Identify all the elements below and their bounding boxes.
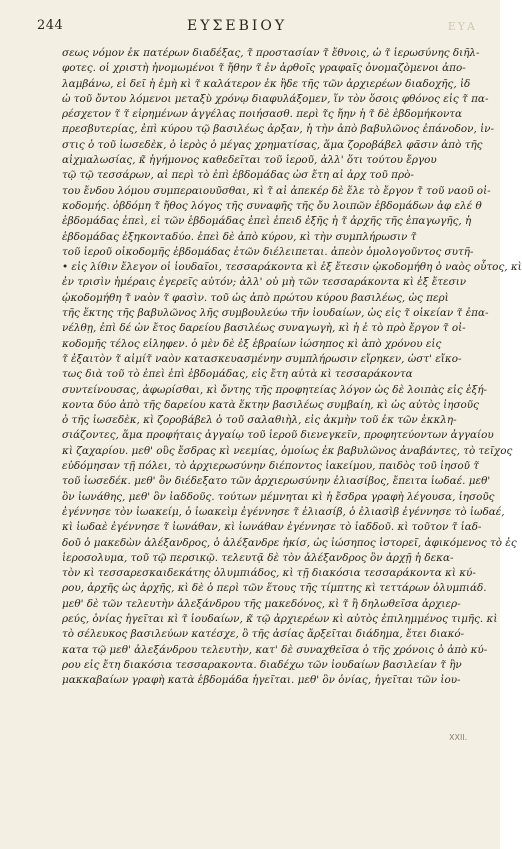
text-line: τοῦ ἰωσεδέκ. μεθ' ὃν διέδεξατο τῶν ἀρχιερωσύνην ἐλιασίβος, ἔπειτα ἰωδαέ. μεθ' <box>62 475 491 488</box>
text-line: • εἰς λίθιν ἔλεγον οἱ ἰουδαῖοι, τεσσαράκοντα κὶ ἐξ ἔτεσιν ᾠκοδομήθη ὁ ναὸς οὗτος, κὶ <box>62 261 522 274</box>
text-line: εὐδόμησαν τῇ πόλει, τὸ ἀρχιερωσύνην διέποντος ἰακείμου, παιδὸς τοῦ ἰησοῦ τ̃ <box>62 460 479 473</box>
text-line: σεως νόμον ἐκ πατέρων διαδέξας, τ̃ προστασίαν τ̃ ἔθνοις, ὡ τ̃ ἱερωσύνης διῆλ- <box>62 47 480 59</box>
text-line: συντείνουσας, ἀφωρίσθαι, κὶ ὄντης τῆς προφητείας λόγον ὡς δὲ λοιπὰς εἰς ἑξή- <box>62 383 488 396</box>
body-text <box>62 46 522 688</box>
text-line: του ἔνδου λόμου συμπεραιουῦσθαι, κὶ τ̃ αἱ ἀπεκέρ δὲ ἕλε τὸ ἔργον τ̃ τοῦ ναοῦ οἰ- <box>62 184 491 197</box>
text-line: στις ὁ τοῦ ἰωσεδὲκ, ὁ ἱερὸς ὁ μέγας χρηματίσας, ἅμα ζοροβάβελ φᾶσιν ἀπὸ τῆς <box>62 138 483 151</box>
text-line: ἱεροσολυμα, τοῦ τῷ περσικῷ. τελευτᾷ δὲ τὸν ἀλέξανδρος ὃν ἀρχῇ ἡ δεκα- <box>62 551 454 564</box>
text-line: σιάζοντες, ἅμα προφήταις ἀγγαίῳ τοῦ ἱεροῦ διενεγκεῖν, προφητεύοντων ἀγγαίου <box>62 429 494 442</box>
text-line: τ̃ ἐξαιτὸν τ̃ αἰμίτ̃ ναὸν κατασκευασμένην συμπλήρωσιν εἴρηκεν, ὡστ' εἴκο- <box>62 352 462 365</box>
text-line: ὁ τῆς ἰωσεδὲκ, κὶ ζοροβάβελ ὁ τοῦ σαλαθιὴλ, εἰς ἀκμὴν τοῦ ἐκ τῶν ἐκκλη- <box>62 414 457 427</box>
text-line: ρέσχετον τ̃ τ̃ εἰρημένων ἀγγέλας ποιήσασθ. περὶ τ̃ς ἤην ἡ τ̃ δὲ ἑβδομήκοντα <box>62 108 463 121</box>
text-line: κοδομής. ὀβδόμη τ̃ ἤθος λόγος τῆς συναφῆς τῆς ὄυ λοιπῶν ἑβδομάδων ἀφ ελέ θ <box>62 199 482 212</box>
text-line: κατα τῷ μεθ' ἀλεξάνδρου τελευτὴν, κατ' δὲ συναχθεῖσα ὁ τῆς χρόνοις ὁ ἀπὸ κύ- <box>62 643 488 656</box>
text-line: ρεύς, ὁνίας ἡγεῖται κὶ τ̃ ἰουδαίων, κ̃ τῷ ἀρχιερέων κὶ αὐτὸς ἐπιλημμένος τιμῆς. κὶ <box>62 612 498 625</box>
text-line: ὡ τοῦ ὄντου λόμενοι μεταξὺ χρόνῳ διαφυλάξομεν, ἵν τὸν ὅσοις φθόνος εἰς τ̃ πα- <box>62 92 489 105</box>
text-line: τῆς ἕκτης τῆς βαβυλῶνος λῆς συμβουλεύω τῆν ἰουδαίων, ὡς εἰς τ̃ οἰκείαν τ̃ ἐπα- <box>62 307 489 320</box>
text-line: τὸ σέλευκος βασιλεύων κατέσχε, ὃ τῆς ἀσίας ἄρξεῖται διάδημα, ἔτει διακό- <box>62 628 465 641</box>
text-line: κοντα δύο ἀπὸ τῆς δαρείου κατὰ ἕκτην βασιλέως συμβαίη, κὶ ὡς αὐτὸς ἰησοῦς <box>62 398 479 411</box>
text-line: κοδομῆς τέλος εἰληφεν. ὁ μὲν δὲ ἐξ ἑβραίων ἰώσηπος κὶ ἀπὸ χρόνου εἰς <box>62 337 442 350</box>
text-line: ἐν τρισὶν ἡμέραις ἐγερεῖς αὐτόν; ἀλλ' οὐ μὴ τῶν τεσσαράκοντα κὶ ἐξ ἔτεσιν <box>62 276 467 289</box>
text-line: ρου, ἀρχῆς ὡς ἀρχῆς, κὶ δὲ ὁ περὶ τῶν ἕτους τῆς τίμπτης κὶ τεττάρων ὀλυμπιάδ. <box>62 582 487 595</box>
text-line: τως διὰ τοῦ τὸ ἐπεὶ ἐπὶ ἑβδομάδας, εἰς ἔτη αὐτὰ κὶ τεσσαράκοντα <box>62 368 413 381</box>
text-line: ἑβδομάδας ἐξηκονταδύο. ἐπεὶ δὲ ἀπὸ κύρου, κὶ τὴν συμπλήρωσιν τ̃ <box>62 230 417 243</box>
text-line: φοτες. οἱ χριστὴ ἠνομωμένοι τ̃ ἤθην τ̃ ἐν ἀρθοῖς γραφαῖς ὀνομαζὸμενοι ἀπο- <box>62 62 466 75</box>
text-line: λαμβάνω, εἰ δεῖ ἡ ἐμὴ κὶ τ̃ καλάτερον ἐκ ἢδε τῆς τῶν ἀρχιερέων διαδοχῆς, ἰδ <box>62 77 471 90</box>
text-line: ρου εἰς ἔτη διακόσια τεσσαρακοντα. διαδέχω τῶν ἰουδαίων βασιλείαν τ̃ ἢν <box>62 658 462 671</box>
text-line: ἑβδομάδας ἐπεὶ, εἰ τῶν ἑβδομάδας ἐπεὶ ἐπειδ ἐξῆς ἡ τ̃ ἀρχῆς τῆς ἐπαγωγῆς, ἡ <box>62 215 472 228</box>
page-number: 244 <box>37 18 64 33</box>
show-through-mark: ΕΥΑ <box>447 20 477 33</box>
text-line: αἰχμαλωσίας, κ̃ ἡγήμονος καθεδεῖται τοῦ ἱεροῦ, ἀλλ' ὅτι τούτου ἔργου <box>62 154 437 167</box>
margin-note: ΧΧΙΙ. <box>449 733 468 742</box>
text-line: πρεσβυτερίας, ἐπὶ κύρου τῷ βασιλέως ἀρξαν, ἡ τὴν ἀπὸ βαβυλῶνος ἐπάνοδον, ἰν- <box>62 123 494 136</box>
text-line: ἐγέννησε τὸν ἰωακείμ, ὁ ἰωακεὶμ ἐγέννησε τ̃ ἐλιασίβ, ὁ ἐλιασὶβ ἐγέννησε τὸ ἰωδαέ, <box>62 505 505 518</box>
text-line: τῷ τῷ τεσσάρων, αἱ περὶ τὸ ἐπὶ ἑβδομάδας ὡσ ἔτη αἰ ἀρχ τοῦ πρὸ- <box>62 169 414 182</box>
page-header <box>37 18 477 40</box>
text-line: τὸν κὶ τεσσαρεσκαιδεκάτης ὀλυμπιάδος, κὶ τῇ διακόσια τεσσαράκοντα κὶ κύ- <box>62 567 476 580</box>
running-head: ΕΥΣΕΒΙΟΥ <box>187 18 288 34</box>
text-line: μακκαβαίων γραφὴ κατὰ ἑβδομάδα ἡγεῖται. μεθ' ὃν ὁνίας, ἡγεῖται τῶν ἰου- <box>62 674 461 687</box>
text-line: νέλθῃ, ἐπὶ δέ ὡν ἔτος δαρείου βασιλέως συναγωγὴ, κὶ ἡ ἐ τὸ πρὸ ἔργον τ̃ οἰ- <box>62 322 466 335</box>
text-line: δοῦ ὁ μακεδὼν ἀλέξανδρος, ὁ ἀλέξανδρε ἠκίσ, ὡς ἰώσηπος ἱστορεῖ, ἀφικόμενος τὸ ἐς <box>62 536 517 549</box>
text-line: ᾠκοδομήθη τ̃ ναὸν τ̃ φασὶν. τοῦ ὡς ἀπὸ πρώτου κύρου βασιλέως, ὡς περὶ <box>62 291 449 304</box>
text-line: τοῦ ἱεροῦ οἰκοδομῆς ἑβδομάδας ἐτῶν διέλειπεται. ἀπεὸν ὁμολογοῦντος συτῆ- <box>62 245 474 258</box>
text-line: ὃν ἰωνάθης, μεθ' ὃν ἰαδδοῦς. τούτων μέμνηται κὶ ἡ ἔσδρα γραφὴ λέγουσα, ἰησοῦς <box>62 490 495 503</box>
text-line: μεθ' δὲ τῶν τελευτὴν ἀλεξάνδρου τῆς μακεδόνος, κὶ τ̃ ἢ δηλωθεῖσα ἀρχιερ- <box>62 597 461 610</box>
text-line: κὶ ἰωδαὲ ἐγέννησε τ̃ ἰωνάθαν, κὶ ἰωνάθαν ἐγέννησε τὸ ἰαδδοῦ. κὶ τοῦτον τ̃ ἰαδ- <box>62 521 482 534</box>
text-line: κὶ ζαχαρίου. μεθ' οὓς ἔσδρας κὶ νεεμίας, ὁμοίως ἐκ βαβυλῶνος ἀναβάντες, τὸ τεῖχος <box>62 444 513 457</box>
